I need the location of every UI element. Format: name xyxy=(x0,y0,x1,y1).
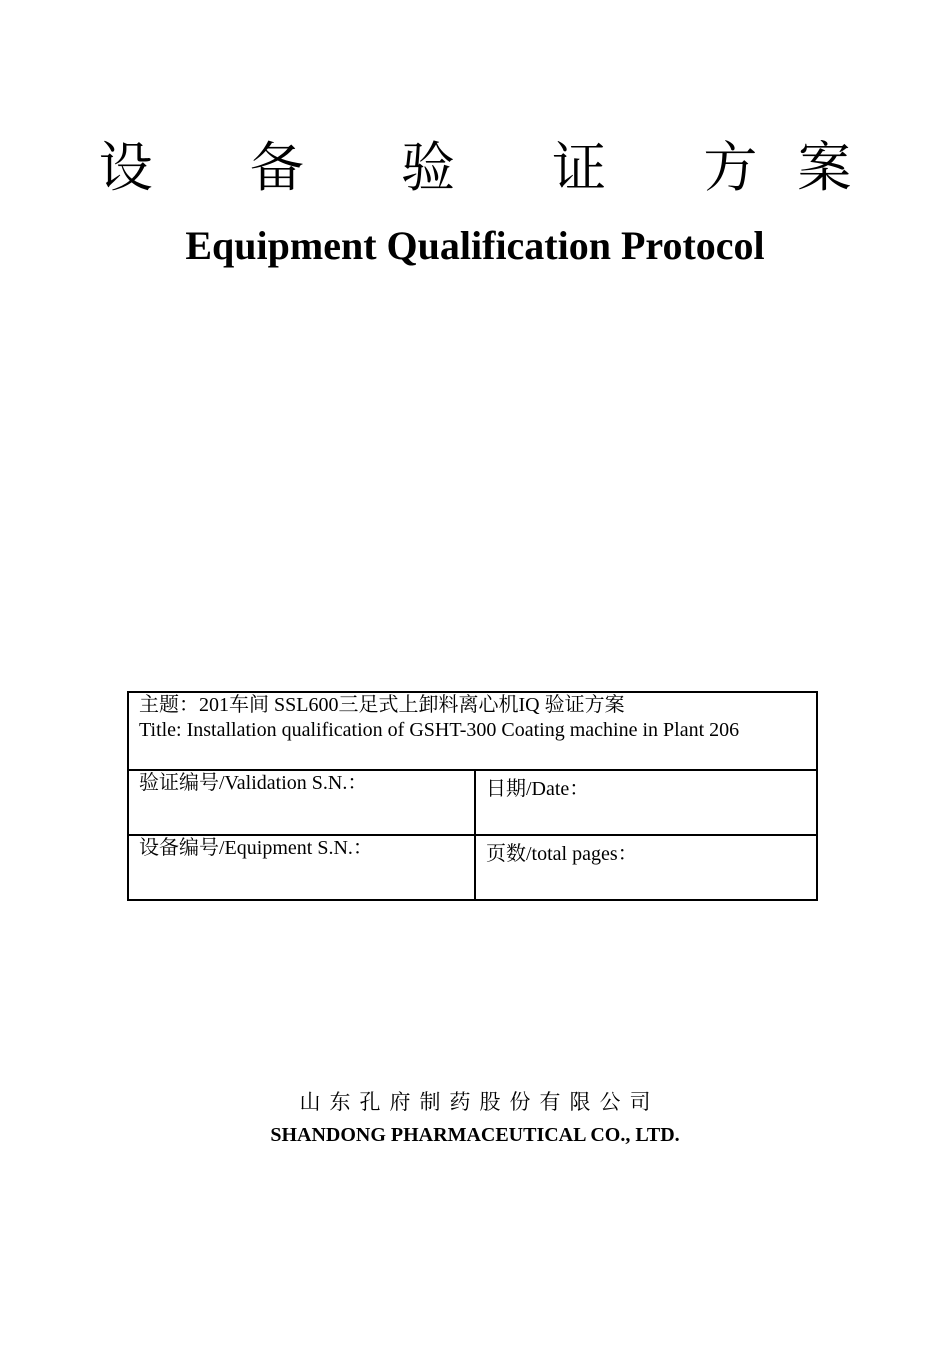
total-pages-label: 页数/total pages： xyxy=(486,843,638,865)
subject-chinese: 主题：201车间 SSL600三足式上卸料离心机IQ 验证方案 xyxy=(139,694,625,716)
equipment-sn-cell xyxy=(128,835,475,900)
document-title-english: Equipment Qualification Protocol xyxy=(185,223,765,268)
total-pages-cell xyxy=(475,835,817,900)
company-name-chinese: 山东孔府制药股份有限公司 xyxy=(299,1090,660,1114)
subject-english: Title: Installation qualification of GSHT-300 Coating machine in Plant 206 xyxy=(139,719,740,741)
table-row-subject xyxy=(128,692,817,770)
validation-sn-label: 验证编号/Validation S.N.： xyxy=(139,772,368,794)
company-name-english: SHANDONG PHARMACEUTICAL CO., LTD. xyxy=(270,1124,680,1146)
date-cell xyxy=(475,770,817,835)
table-row-validation xyxy=(128,770,817,835)
date-label: 日期/Date： xyxy=(486,778,590,800)
table-row-equipment xyxy=(128,835,817,900)
subject-cell xyxy=(128,692,817,770)
protocol-info-table xyxy=(127,691,818,901)
validation-sn-cell xyxy=(128,770,475,835)
equipment-sn-label: 设备编号/Equipment S.N.： xyxy=(139,837,373,859)
document-title-chinese: 设 备 验 证 方案 xyxy=(98,136,892,199)
